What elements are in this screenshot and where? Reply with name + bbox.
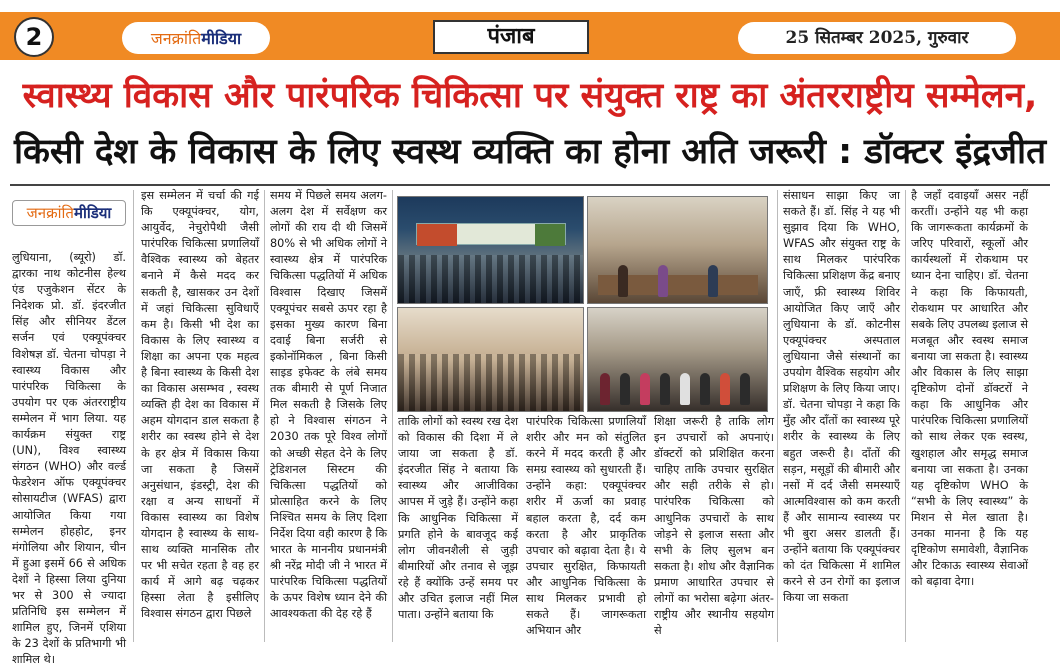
article-column-7: [783, 188, 900, 642]
panel-discussion-photo: [587, 196, 768, 304]
issue-date: 25 सितम्बर 2025, गुरुवार: [738, 22, 1016, 54]
headline-line-2: किसी देश के विकास के लिए स्वस्थ व्यक्ति का होना अति जरूरी : डॉक्टर इंद्रजीत: [13, 132, 1047, 172]
column-divider: [264, 190, 265, 642]
article-column-2: [141, 188, 259, 642]
person: [658, 265, 668, 297]
audience-photo: [397, 307, 584, 412]
page-number: 2: [14, 17, 54, 57]
article-column-1: [12, 250, 126, 667]
article-text: शिक्षा जरूरी है ताकि लोग इन उपचारों को अपनाएं। डॉक्टरों को प्रशिक्षित करना चाहिए ताकि उपचार सुरक्षित और सही तरीके से हो। पारंपरिक चिकित्सा को आधुनिक उपचारों के साथ जोड़ने से इलाज सस्ता और सभी के लिए सुलभ बन सकता है। शोध और वैज्ञानिक प्रमाण आधारित उपचार से लोगों का भरोसा बढ़ेगा अंतर-राष्ट्रीय और स्थानीय सहयोग से: [654, 415, 774, 638]
article-text: समय में पिछले समय अलग-अलग देश में सर्वेक्षण कर लोगों की राय दी थी जिसमें 80% से भी अधिक लोगों ने स्वास्थ्य क्षेत्र में पारंपरिक चिकित्सा पद्धतियों में अधिक विश्वास दिखाए जिसमें एक्यूपंचर सबसे ऊपर रहा है इसका मुख्य कारण बिना दवाई बिना सर्जरी से इकोनॉमिकल , बिना किसी साइड इफेक्ट के लंबे समय तक बीमारी से पूर्ण निजात मिल सकती है जिसके लिए हो ने विश्वास संगठन ने 2030 तक पूरे विश्व लोगों को अच्छी सेहत देने के लिए ट्रेडिशनल सिस्टम की चिकित्सा पद्धतियों को प्रोत्साहित करने के लिए निश्चित समय के लिए दिशा निर्देश दिया वही कारण है कि भारत के माननीय प्रधानमंत्री श्री नरेंद्र मोदी जी ने भारत में पारंपरिक चिकित्सा पद्धतियों के ऊपर विशेष ध्यान देने की आवश्यकता की देह रहे हैं: [270, 189, 387, 621]
article-text: इस सम्मेलन में चर्चा की गई कि एक्यूपंक्चर, योग, आयुर्वेद, नेचुरोपैथी जैसी पारंपरिक चिकित्सा प्रणालियाँ वैश्विक स्वास्थ्य को बेहतर बनाने में कैसे मदद कर सकती है, खासकर उन देशों में जहां चिकित्सा सुविधाएँ कम है। किसी भी देश का विकास के लिए स्वास्थ्य व शिक्षा का अपना एक महत्व है बिना स्वास्थ्य के किसी देश का विकास असम्भव , स्वस्थ व्यक्ति ही देश का विकास में अहम योगदान डाल सकता है शरीर का स्वस्थ होने से देश के हर क्षेत्र में विकास किया जा सकता है जिसमें अनुसंधान, इंडस्ट्री, देश की रक्षा व अन्य साधनों में विकास स्वास्थ्य का विशेष योगदान है स्वास्थ्य के साथ-साथ व्यक्ति मानसिक तौर पर भी सचेत रहता है वह हर कार्य में आगे बढ़ चढ़कर हिस्सा लेता है इसीलिए विश्वास संगठन द्वारा पिछले: [141, 189, 259, 621]
article-column-8: [911, 188, 1028, 642]
article-column-5: [526, 414, 646, 642]
article-text: लुधियाना, (ब्यूरो) डॉ. द्वारका नाथ कोटनीस हेल्थ एंड एजुकेशन सेंटर के निदेशक प्रो. डॉ. इंदरजीत सिंह और सीनियर डेंटल सर्जन एवं एक्यूपंक्चर विशेषज्ञ डॉ. चेतना चोपड़ा ने स्वास्थ्य विकास और पारंपरिक चिकित्सा के उपयोग पर एक अंतरराष्ट्रीय सम्मेलन में भाग लिया. यह कार्यक्रम संयुक्त राष्ट्र (UN), विश्व स्वास्थ्य संगठन (WHO) और वर्ल्ड फेडरेशन ऑफ एक्यूपंक्चर सोसायटीज (WFAS) द्वारा आयोजित किया गया सम्मेलन होहहोट, इनर मंगोलिया और शियान, चीन में हुआ इसमें 66 से अधिक देशों ने हिस्सा लिया दुनिया भर से 300 से ज्यादा प्रतिनिधि इस सम्मेलन में शामिल हुए, जिनमें एशिया के 23 देशों के प्रतिभागी भी शामिल थे।: [12, 251, 126, 667]
person: [660, 373, 670, 405]
person: [640, 373, 650, 405]
article-text: है जहाँ दवाइयाँ असर नहीं करतीं। उन्होंने यह भी कहा कि जागरूकता कार्यक्रमों के जरिए परिवारों, स्कूलों और कार्यस्थलों में रोकथाम पर ध्यान देना चाहिए। डॉ. चेतना ने कहा कि किफायती, रोकथाम पर आधारित और सबके लिए उपलब्ध इलाज से मजबूत और स्वस्थ समाज बनाया जा सकता है। स्वास्थ्य और विकास के लिए साझा दृष्टिकोण दोनों डॉक्टरों ने कहा कि आधुनिक और पारंपरिक चिकित्सा प्रणालियों को साथ लेकर एक स्वस्थ, खुशहाल और समृद्ध समाज बनाया जा सकता है। उनका यह दृष्टिकोण WHO के “सभी के लिए स्वास्थ्य” के मिशन से मेल खाता है। उनका मानना है कि यह दृष्टिकोण समावेशी, वैज्ञानिक और टिकाऊ स्वास्थ्य सेवाओं को बढ़ावा देगा।: [911, 189, 1028, 589]
brand-name-part1: जनक्रांति: [150, 29, 202, 48]
person: [680, 373, 690, 405]
audience-crowd: [398, 255, 583, 303]
article-column-4: [398, 414, 518, 642]
article-text: संसाधन साझा किए जा सकते हैं। डॉ. सिंह ने यह भी सुझाव दिया कि WHO, WFAS और संयुक्त राष्ट्र के साथ मिलकर पारंपरिक चिकित्सा प्रशिक्षण केंद्र बनाए जाएँ, फ्री स्वास्थ्य शिविर आयोजित किए जाएँ और लुधियाना के डॉ. कोटनीस एक्यूपंक्चर अस्पताल लुधियाना जैसे संस्थानों का उपयोग वैश्विक सहयोग और प्रशिक्षण के लिए किया जाए। डॉ. चेतना चोपड़ा ने कहा कि मुँह और दाँतों का स्वास्थ्य पूरे शरीर के स्वास्थ्य के लिए बहुत जरूरी है। दाँतों की सड़न, मसूड़ों की बीमारी और नसों में दर्द जैसी समस्याएँ आत्मविश्वास को कम करती हैं और सामान्य स्वास्थ्य पर भी बुरा असर डालती हैं। उन्होंने बताया कि एक्यूपंक्चर को दंत चिकित्सा में शामिल करने से उन रोगों का इलाज किया जा सकता: [783, 189, 900, 605]
article-column-6: [654, 414, 774, 642]
column-divider: [777, 190, 778, 642]
person: [708, 265, 718, 297]
byline-brand-part2: मीडिया: [73, 204, 112, 222]
section-label: पंजाब: [433, 20, 589, 54]
stage-banner: [416, 223, 566, 245]
headline-line-1: स्वास्थ्य विकास और पारंपरिक चिकित्सा पर संयुक्त राष्ट्र का अंतरराष्ट्रीय सम्मेलन,: [22, 76, 1038, 116]
masthead-brand-logo: [122, 22, 270, 54]
column-divider: [905, 190, 906, 642]
article-text: पारंपरिक चिकित्सा प्रणालियाँ शरीर और मन को संतुलित करने में मदद करती हैं और समग्र स्वास्थ्य को सुधारती हैं। उन्होंने कहा: एक्यूपंक्चर शरीर में ऊर्जा का प्रवाह बहाल करता है, दर्द कम करता है और प्राकृतिक उपचार को बढ़ावा देता है। ये उपचार सुरक्षित, किफायती और आधुनिक चिकित्सा के साथ मिलकर प्रभावी हो सकते हैं। जागरूकता अभियान और: [526, 415, 646, 638]
group-photo: [587, 307, 768, 412]
byline-brand-logo: [12, 200, 126, 226]
article-text: ताकि लोगों को स्वस्थ रख देश को विकास की दिशा में ले जाया जा सकता है डॉ. इंदरजीत सिंह ने बताया कि स्वास्थ्य और आजीविका आपस में जुड़े हैं। उन्होंने कहा कि आधुनिक चिकित्सा में प्रगति होने के बावजूद कई लोग जीवनशैली से जुड़ी बीमारियों और तनाव से जूझ रहे हैं क्योंकि उन्हें समय पर और उचित इलाज नहीं मिल पाता। उन्होंने बताया कि: [398, 415, 519, 622]
person: [600, 373, 610, 405]
person: [720, 373, 730, 405]
person: [620, 373, 630, 405]
person: [740, 373, 750, 405]
conference-hall-photo: [397, 196, 584, 304]
byline-brand-part1: जनक्रांति: [26, 204, 74, 222]
audience-crowd: [398, 354, 583, 411]
column-divider: [392, 190, 393, 642]
brand-name-part2: मीडिया: [201, 29, 242, 48]
person: [700, 373, 710, 405]
headline-divider: [10, 184, 1050, 186]
column-divider: [133, 190, 134, 642]
person: [618, 265, 628, 297]
article-column-3: [270, 188, 387, 642]
